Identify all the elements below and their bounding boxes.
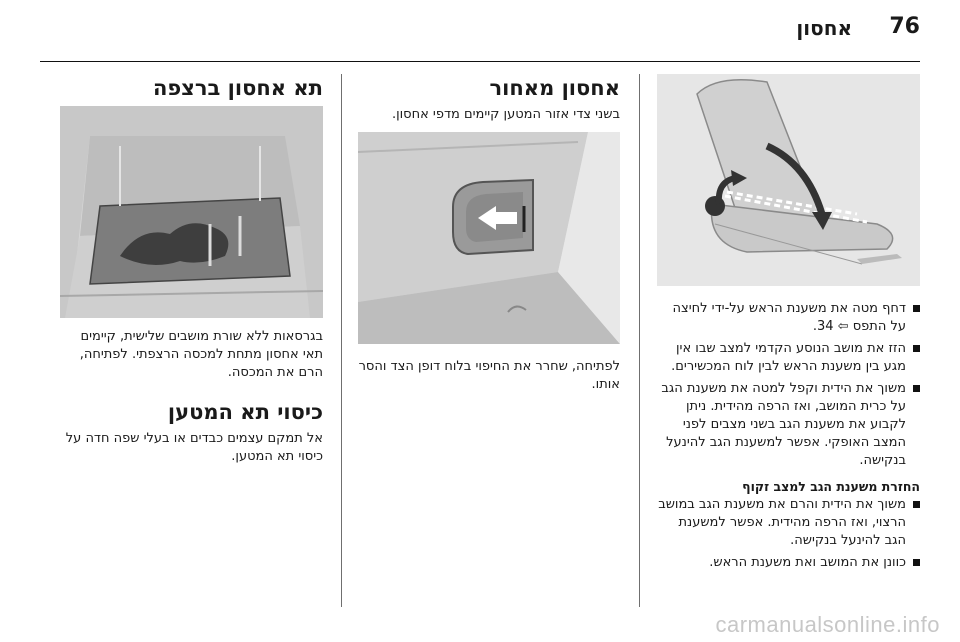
floor-storage-title: תא אחסון ברצפה — [152, 76, 323, 100]
instruction-item: דחף מטה את משענת הראש על-ידי לחיצה על התפס ⇦ 34. — [657, 300, 920, 336]
seat-fold-illustration — [657, 74, 920, 286]
right-column — [657, 74, 920, 572]
instruction-item: הזז את מושב הנוסע הקדמי למצב שבו אין מגע בין משענת הראש לבין לוח המכשירים. — [657, 340, 920, 376]
cargo-cover-title: כיסוי תא המטען — [167, 400, 323, 424]
instruction-item: משוך את הידית והרם את משענת הגב במושב הרצוי, ואז הרפה מהידית. אפשר למשענת הגב להינעל בנקישה. — [657, 496, 920, 550]
return-seat-subheading: החזרת משענת הגב למצב זקוף — [742, 479, 920, 494]
instruction-item: משוך את הידית וקפל למטה את משענת הגב על כרית המושב, ואז הרפה מהידית. ניתן לקבוע את משענת הגב בשני מצבים לפני המצב האופקי. אפשר למשענת הגב להינעל בנקישה. — [657, 380, 920, 470]
side-panel-illustration — [358, 132, 620, 344]
column-divider-left — [341, 74, 342, 607]
cargo-cover-body: אל תמקם עצמים כבדים או בעלי שפה חדה על כיסוי תא המטען. — [65, 431, 323, 464]
watermark: carmanualsonline.info — [715, 612, 940, 637]
page-number: 76 — [889, 14, 920, 39]
rear-storage-intro: בשני צדי אזור המטען קיימים מדפי אחסון. — [391, 107, 620, 122]
header-rule — [40, 61, 920, 62]
return-instructions-list — [657, 496, 920, 572]
instruction-item: כוונן את המושב ואת משענת הראש. — [657, 554, 920, 572]
middle-column — [358, 74, 620, 394]
fold-instructions-list — [657, 300, 920, 470]
left-column — [60, 74, 323, 466]
section-title: אחסון — [796, 16, 852, 40]
column-divider-right — [639, 74, 640, 607]
side-panel-caption: לפתיחה, שחרר את החיפוי בלוח דופן הצד והסר אותו. — [358, 359, 620, 392]
floor-storage-body: בגרסאות ללא שורת מושבים שלישית, קיימים תאי אחסון מתחת למכסה הרצפתי. לפתיחה, הרם את המכסה. — [79, 329, 323, 380]
rear-storage-title: אחסון מאחור — [489, 76, 620, 100]
floor-storage-illustration — [60, 106, 323, 318]
